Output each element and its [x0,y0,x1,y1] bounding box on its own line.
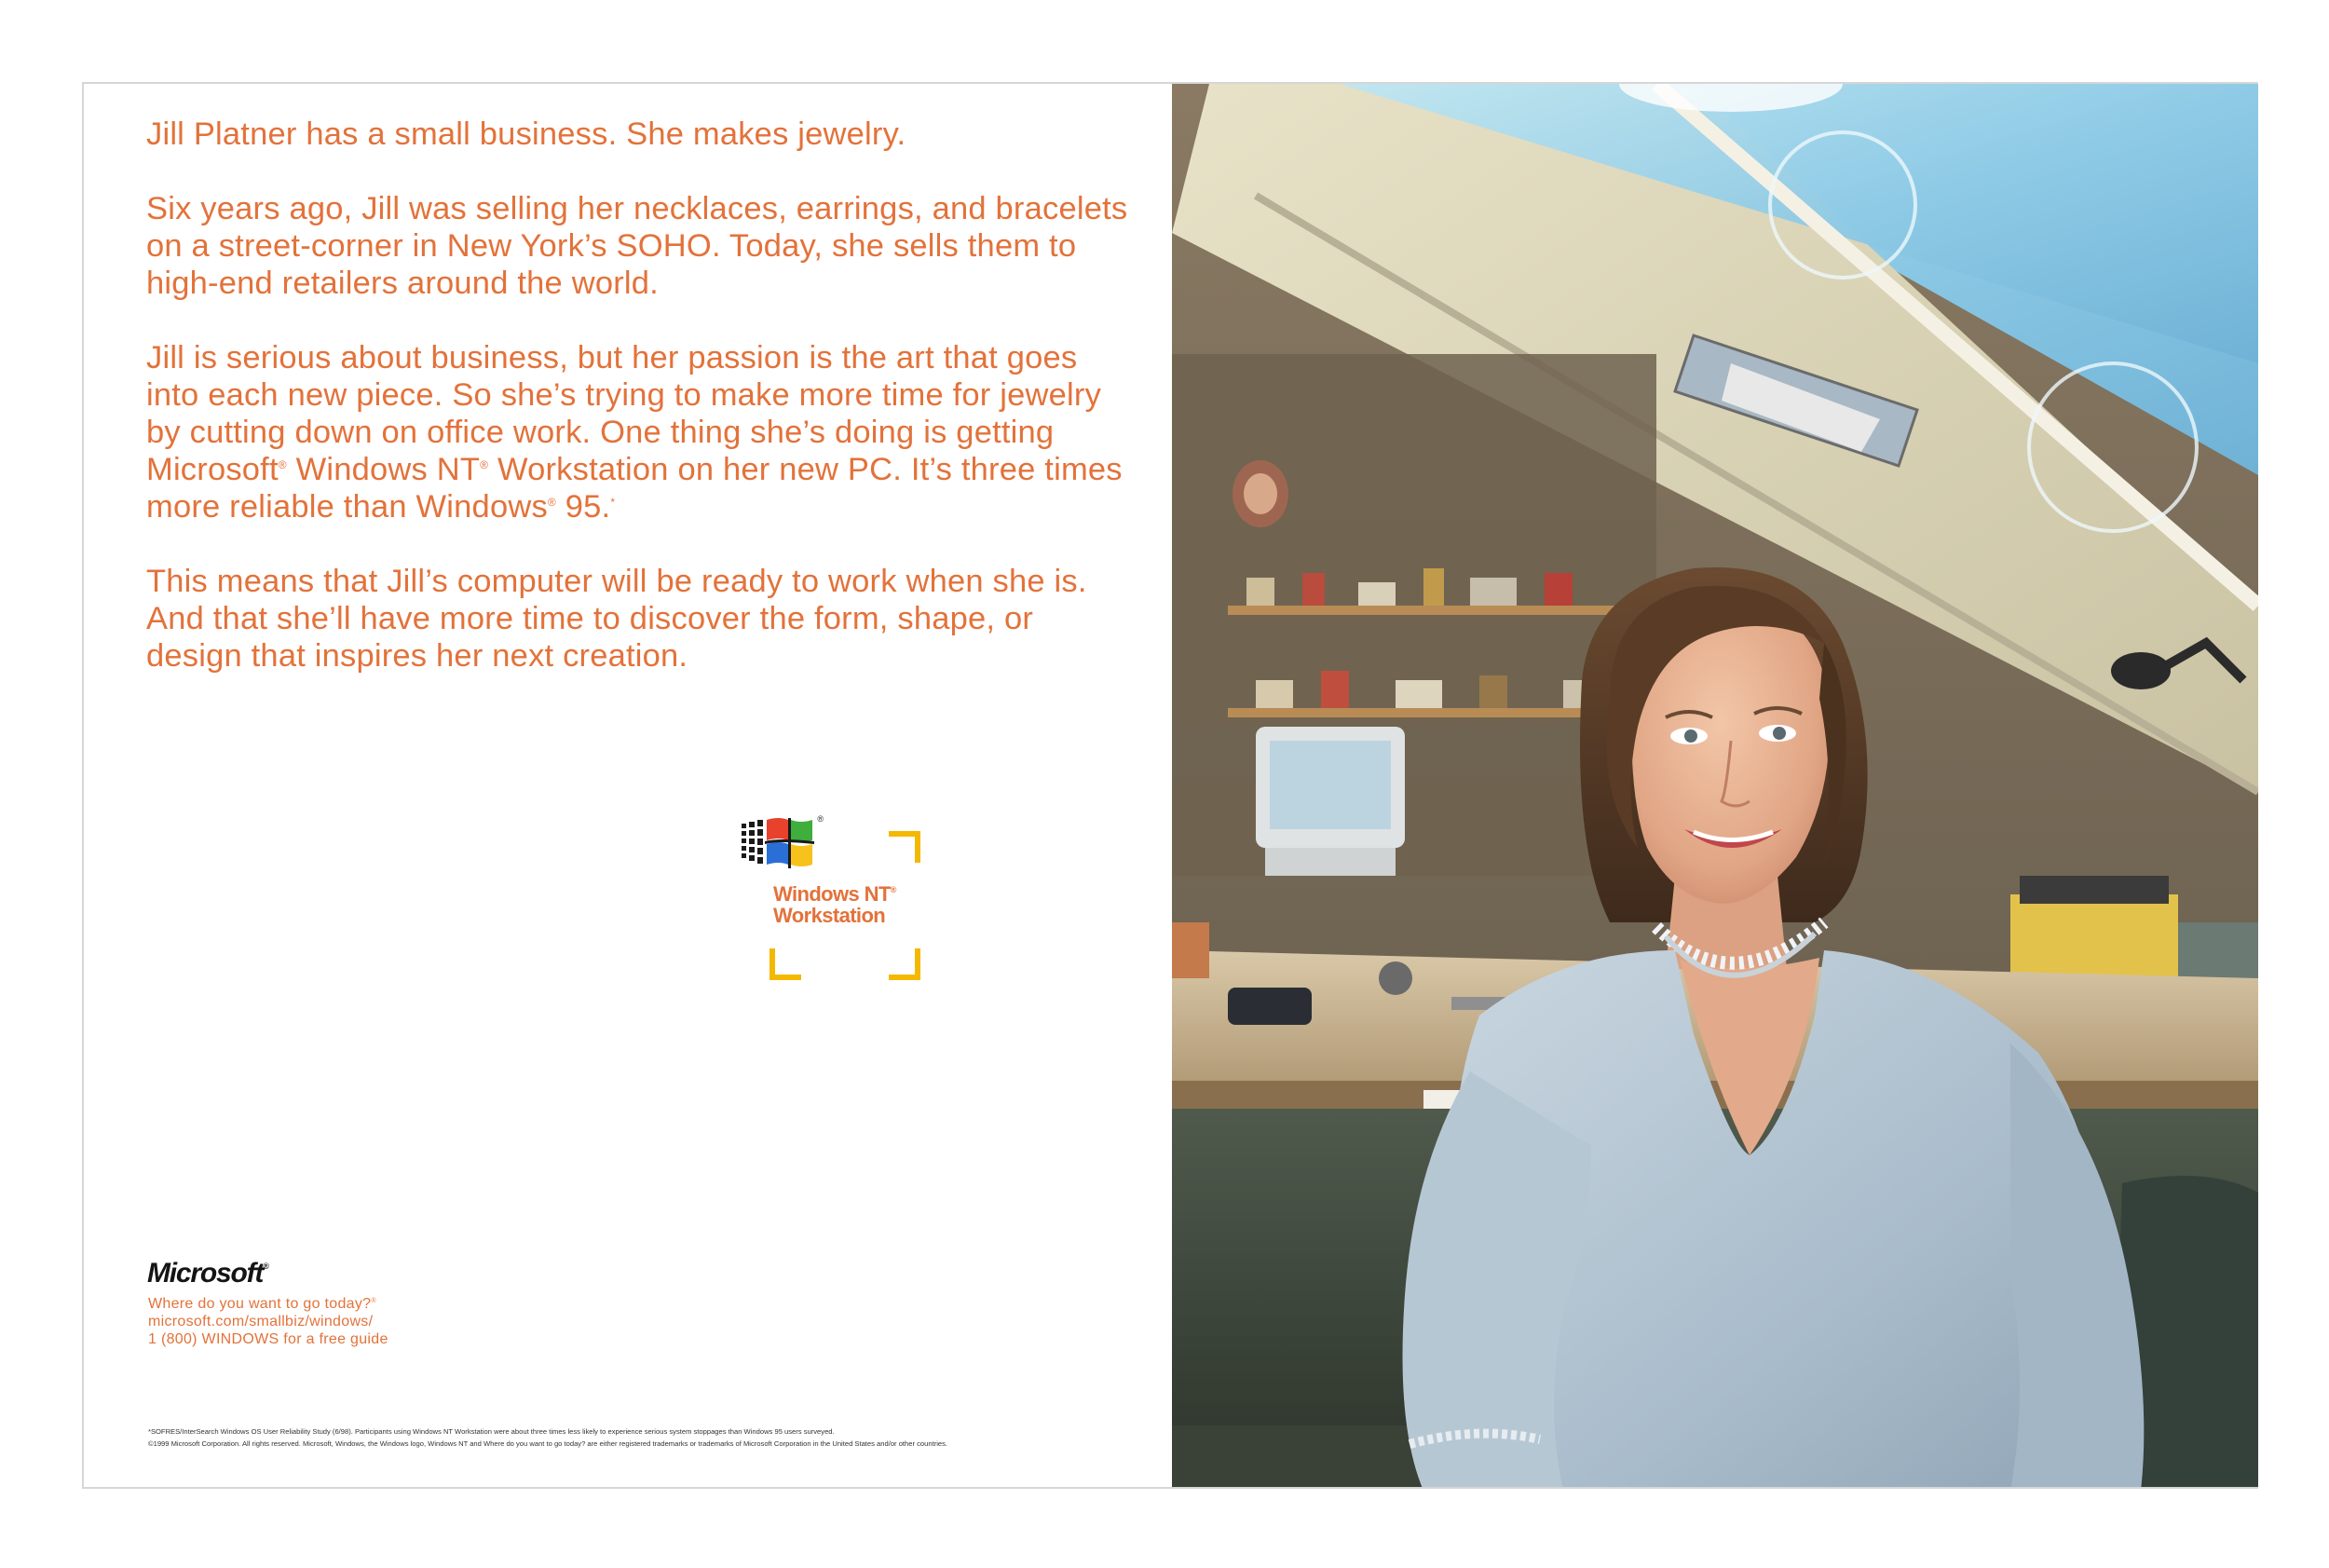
product-name-line-2: Workstation [773,904,886,927]
footnote-asterisk: * [610,496,616,509]
tagline-reg-mark: ® [371,1298,376,1304]
headline: Jill Platner has a small business. She makes jewelry. [146,116,906,152]
reg-mark: ® [547,496,556,509]
badge-corner-top-right [889,831,920,863]
body-copy [146,116,1134,712]
paragraph-3-part-4: 95. [555,489,611,525]
paragraph-3-part-1: Jill is serious about business, but her passion is the art that goes into each new piece. So she’s trying to make more time for jewelry by cutting down on office work. One thing she’s doing is getting Microsoft [146,340,1102,487]
product-name [773,883,922,926]
microsoft-wordmark: Microsoft [147,1258,264,1288]
paragraph-3 [146,339,1134,525]
flag-reg-mark: ® [817,814,824,824]
paragraph-2: Six years ago, Jill was selling her necklaces, earrings, and bracelets on a street-corner in New York’s SOHO. Today, she sells them to high-end retailers around the world. [146,191,1128,301]
windows-nt-badge [770,831,920,980]
microsoft-logo [147,1258,269,1289]
paragraph-3-part-3: Workstation on her new PC. It’s three times more reliable than Windows [146,452,1123,525]
microsoft-reg-mark: ® [263,1261,269,1271]
website-url: microsoft.com/smallbiz/windows/ [148,1314,374,1329]
reg-mark: ® [278,458,287,471]
badge-corner-bottom-left [770,948,801,980]
tagline [148,1295,388,1313]
product-name-reg: ® [890,885,896,894]
badge-corner-bottom-right [889,948,920,980]
flag-trail [742,820,763,864]
signature-lines [148,1295,388,1348]
fine-print-copyright: ©1999 Microsoft Corporation. All rights reserved. Microsoft, Windows, the Windows logo, Windows NT and Where do you want to go today? are either registered trademarks or trademarks of Microsoft Corporation in the United States and/or other countries. [148,1439,948,1448]
tagline-text: Where do you want to go today? [148,1296,372,1312]
fine-print [148,1425,1136,1450]
reg-mark: ® [480,458,489,471]
copy-page [84,84,1172,1487]
product-name-line-1: Windows NT [773,882,891,906]
studio-portrait-illustration [1172,84,2258,1487]
paragraph-3-part-2: Windows NT [286,452,481,487]
paragraph-4: This means that Jill’s computer will be ready to work when she is. And that she’ll have more time to discover the form, shape, or design that inspires her next creation. [146,564,1087,674]
ad-spread [82,82,2258,1489]
fine-print-footnote: *SOFRES/InterSearch Windows OS User Reliability Study (6/98). Participants using Windows NT Workstation were about three times less likely to experience serious system stoppages than Windows 95 users surveyed. [148,1427,835,1436]
portrait-photo [1172,84,2258,1487]
phone-number: 1 (800) WINDOWS for a free guide [148,1331,388,1347]
